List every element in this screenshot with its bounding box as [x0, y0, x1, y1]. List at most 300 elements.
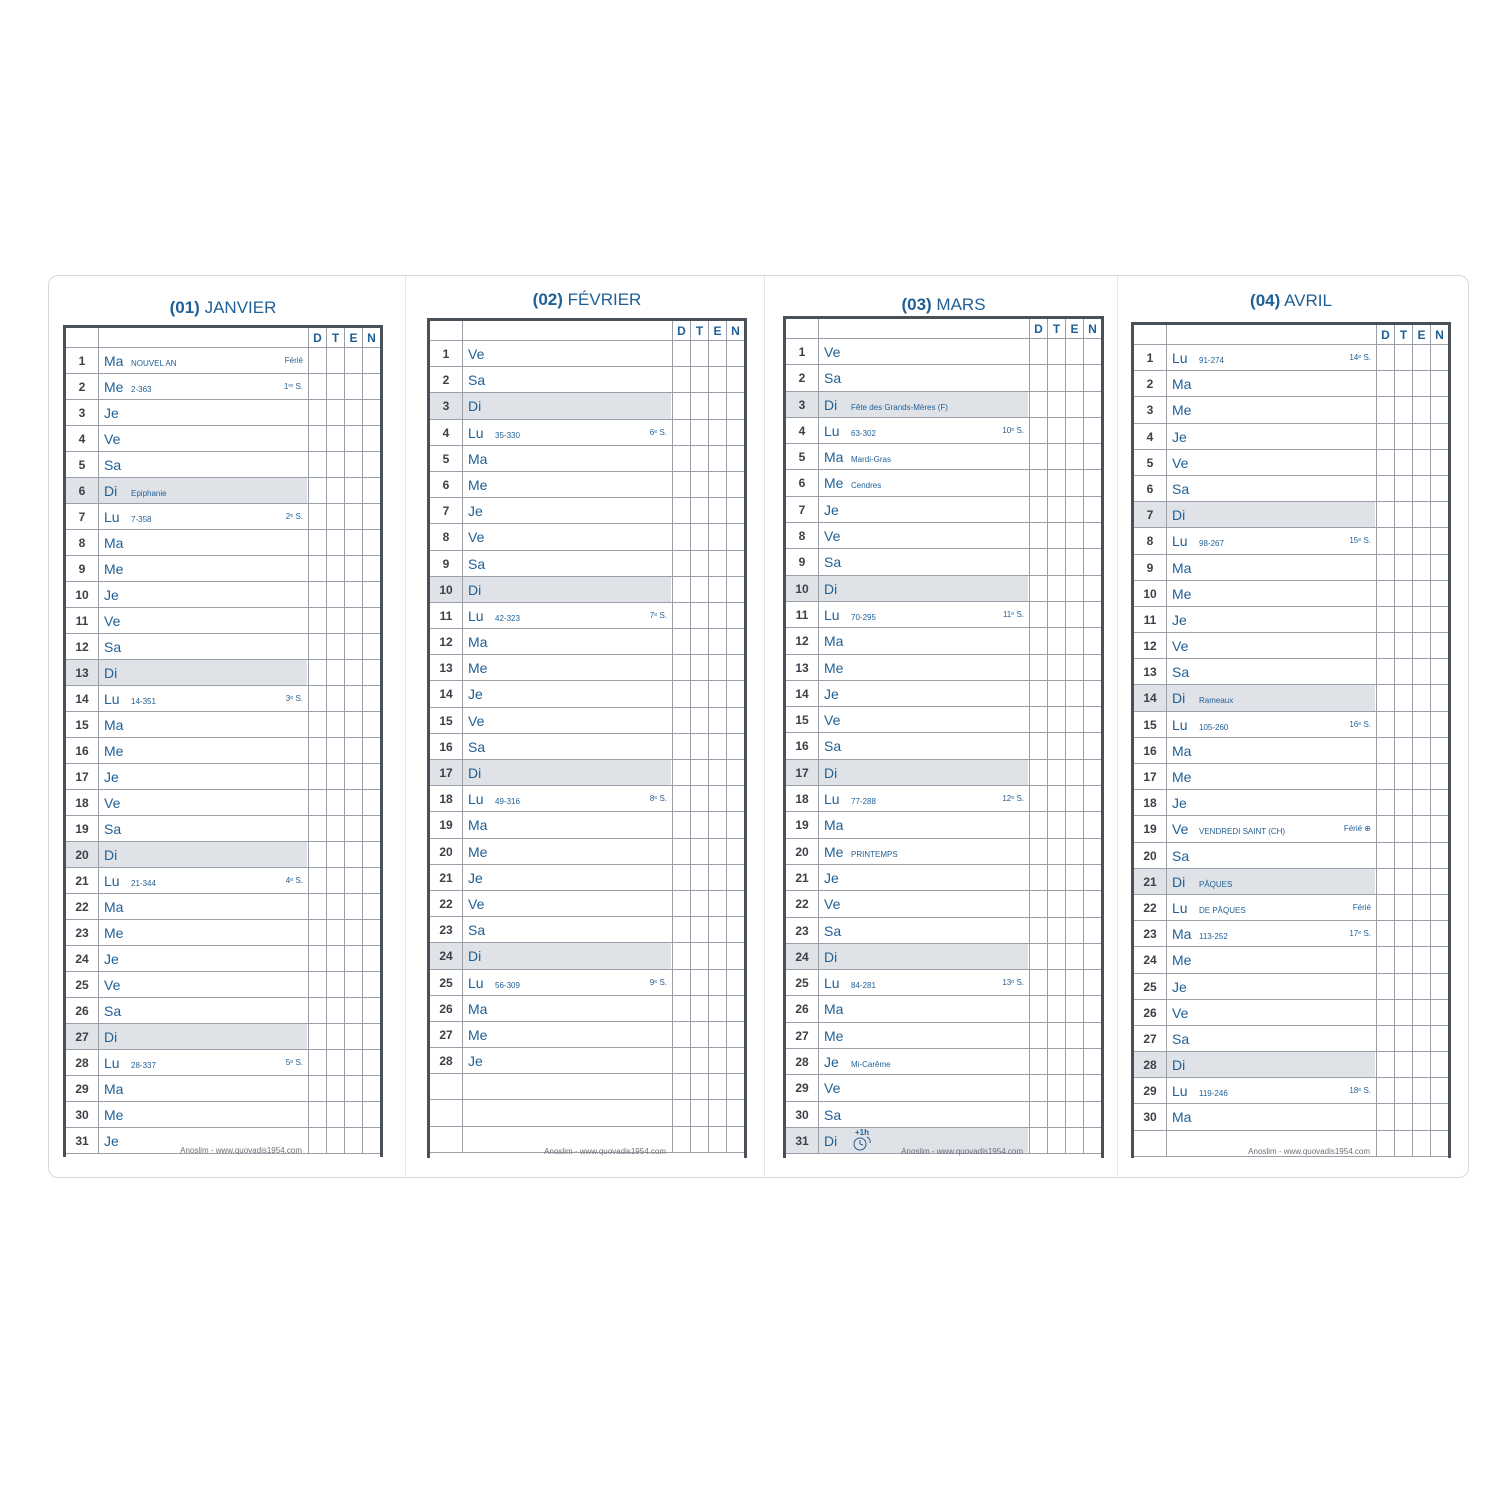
- dten-cell[interactable]: [326, 1128, 344, 1153]
- dten-cell[interactable]: [1065, 707, 1083, 732]
- dten-cell[interactable]: [708, 1022, 726, 1047]
- dten-cell[interactable]: [1065, 339, 1083, 364]
- dten-cell[interactable]: [1430, 1078, 1448, 1103]
- day-notes-area[interactable]: [99, 920, 307, 945]
- dten-cell[interactable]: [1047, 760, 1065, 785]
- dten-cell[interactable]: [1083, 576, 1101, 601]
- day-notes-area[interactable]: [819, 444, 1028, 469]
- dten-cell[interactable]: [1047, 549, 1065, 574]
- day-notes-area[interactable]: [819, 1102, 1028, 1127]
- dten-cell[interactable]: [362, 1050, 380, 1075]
- dten-cell[interactable]: [1047, 497, 1065, 522]
- dten-cell[interactable]: [1430, 869, 1448, 894]
- day-row[interactable]: [430, 420, 744, 446]
- dten-cell[interactable]: [1047, 602, 1065, 627]
- dten-cell[interactable]: [1412, 1052, 1430, 1077]
- day-notes-area[interactable]: [819, 865, 1028, 890]
- day-notes-area[interactable]: [819, 891, 1028, 916]
- dten-cell[interactable]: [726, 734, 744, 759]
- dten-cell[interactable]: [326, 426, 344, 451]
- dten-cell[interactable]: [1430, 1052, 1448, 1077]
- dten-cell[interactable]: [1394, 1131, 1412, 1156]
- day-row[interactable]: [1134, 895, 1448, 921]
- dten-cell[interactable]: [1376, 424, 1394, 449]
- day-notes-area[interactable]: [1167, 947, 1375, 972]
- dten-cell[interactable]: [690, 577, 708, 602]
- day-notes-area[interactable]: [819, 365, 1028, 390]
- day-notes-area[interactable]: [99, 972, 307, 997]
- dten-cell[interactable]: [362, 764, 380, 789]
- dten-cell[interactable]: [1394, 371, 1412, 396]
- dten-cell[interactable]: [1376, 659, 1394, 684]
- dten-cell[interactable]: [308, 1128, 326, 1153]
- dten-cell[interactable]: [1430, 1026, 1448, 1051]
- dten-cell[interactable]: [1065, 733, 1083, 758]
- day-notes-area[interactable]: [819, 418, 1028, 443]
- dten-cell[interactable]: [308, 868, 326, 893]
- dten-cell[interactable]: [1083, 891, 1101, 916]
- dten-cell[interactable]: [326, 400, 344, 425]
- dten-cell[interactable]: [1083, 444, 1101, 469]
- day-notes-area[interactable]: [819, 339, 1028, 364]
- day-row[interactable]: [430, 891, 744, 917]
- dten-cell[interactable]: [690, 446, 708, 471]
- dten-cell[interactable]: [344, 712, 362, 737]
- dten-cell[interactable]: [1047, 655, 1065, 680]
- dten-cell[interactable]: [1412, 633, 1430, 658]
- day-row[interactable]: [66, 712, 380, 738]
- dten-cell[interactable]: [362, 790, 380, 815]
- dten-cell[interactable]: [1083, 339, 1101, 364]
- dten-cell[interactable]: [1430, 633, 1448, 658]
- day-notes-area[interactable]: [99, 790, 307, 815]
- dten-cell[interactable]: [1394, 974, 1412, 999]
- day-row[interactable]: [430, 655, 744, 681]
- dten-cell[interactable]: [1083, 760, 1101, 785]
- day-notes-area[interactable]: [99, 582, 307, 607]
- dten-cell[interactable]: [1412, 476, 1430, 501]
- dten-cell[interactable]: [672, 839, 690, 864]
- dten-cell[interactable]: [308, 1024, 326, 1049]
- dten-cell[interactable]: [1047, 733, 1065, 758]
- dten-cell[interactable]: [362, 1128, 380, 1153]
- dten-cell[interactable]: [708, 865, 726, 890]
- dten-cell[interactable]: [1065, 470, 1083, 495]
- dten-cell[interactable]: [726, 1100, 744, 1125]
- dten-cell[interactable]: [672, 734, 690, 759]
- dten-cell[interactable]: [308, 426, 326, 451]
- dten-cell[interactable]: [326, 946, 344, 971]
- day-row[interactable]: [66, 1102, 380, 1128]
- dten-cell[interactable]: [344, 946, 362, 971]
- dten-cell[interactable]: [708, 917, 726, 942]
- day-notes-area[interactable]: [99, 764, 307, 789]
- dten-cell[interactable]: [1412, 659, 1430, 684]
- dten-cell[interactable]: [344, 920, 362, 945]
- dten-cell[interactable]: [690, 472, 708, 497]
- day-row[interactable]: [1134, 659, 1448, 685]
- dten-cell[interactable]: [1047, 523, 1065, 548]
- dten-cell[interactable]: [726, 577, 744, 602]
- day-row[interactable]: [786, 655, 1101, 681]
- dten-cell[interactable]: [1065, 1049, 1083, 1074]
- dten-cell[interactable]: [1029, 996, 1047, 1021]
- dten-cell[interactable]: [1376, 895, 1394, 920]
- dten-cell[interactable]: [1047, 1128, 1065, 1153]
- dten-cell[interactable]: [672, 708, 690, 733]
- dten-cell[interactable]: [1430, 790, 1448, 815]
- dten-cell[interactable]: [1412, 581, 1430, 606]
- day-notes-area[interactable]: [819, 970, 1028, 995]
- day-row[interactable]: [430, 577, 744, 603]
- dten-cell[interactable]: [726, 393, 744, 418]
- dten-cell[interactable]: [672, 420, 690, 445]
- day-row[interactable]: [1134, 1104, 1448, 1130]
- dten-cell[interactable]: [326, 712, 344, 737]
- dten-cell[interactable]: [708, 629, 726, 654]
- dten-cell[interactable]: [1412, 1104, 1430, 1129]
- dten-cell[interactable]: [1047, 444, 1065, 469]
- day-notes-area[interactable]: [99, 452, 307, 477]
- dten-cell[interactable]: [1376, 712, 1394, 737]
- dten-cell[interactable]: [1029, 839, 1047, 864]
- day-row[interactable]: [430, 524, 744, 550]
- dten-cell[interactable]: [326, 738, 344, 763]
- dten-cell[interactable]: [1047, 970, 1065, 995]
- dten-cell[interactable]: [344, 842, 362, 867]
- dten-cell[interactable]: [1394, 659, 1412, 684]
- dten-cell[interactable]: [708, 551, 726, 576]
- dten-cell[interactable]: [726, 891, 744, 916]
- day-row[interactable]: [786, 760, 1101, 786]
- dten-cell[interactable]: [1029, 523, 1047, 548]
- dten-cell[interactable]: [1047, 891, 1065, 916]
- dten-cell[interactable]: [1047, 392, 1065, 417]
- dten-cell[interactable]: [1412, 685, 1430, 710]
- dten-cell[interactable]: [1029, 365, 1047, 390]
- day-row[interactable]: [786, 392, 1101, 418]
- dten-cell[interactable]: [708, 524, 726, 549]
- dten-cell[interactable]: [690, 760, 708, 785]
- day-row[interactable]: [1134, 607, 1448, 633]
- dten-cell[interactable]: [362, 946, 380, 971]
- day-row[interactable]: [66, 842, 380, 868]
- dten-cell[interactable]: [1376, 397, 1394, 422]
- dten-cell[interactable]: [672, 891, 690, 916]
- dten-cell[interactable]: [344, 738, 362, 763]
- dten-cell[interactable]: [1047, 1023, 1065, 1048]
- day-row[interactable]: [786, 576, 1101, 602]
- day-row[interactable]: [786, 918, 1101, 944]
- day-row[interactable]: [1134, 974, 1448, 1000]
- dten-cell[interactable]: [1029, 707, 1047, 732]
- dten-cell[interactable]: [344, 582, 362, 607]
- dten-cell[interactable]: [362, 556, 380, 581]
- dten-cell[interactable]: [1412, 738, 1430, 763]
- dten-cell[interactable]: [1412, 555, 1430, 580]
- dten-cell[interactable]: [326, 972, 344, 997]
- dten-cell[interactable]: [308, 582, 326, 607]
- dten-cell[interactable]: [1412, 843, 1430, 868]
- day-notes-area[interactable]: [99, 634, 307, 659]
- dten-cell[interactable]: [1029, 760, 1047, 785]
- dten-cell[interactable]: [708, 943, 726, 968]
- day-notes-area[interactable]: [99, 478, 307, 503]
- day-notes-area[interactable]: [819, 1049, 1028, 1074]
- dten-cell[interactable]: [344, 348, 362, 373]
- dten-cell[interactable]: [1376, 790, 1394, 815]
- day-notes-area[interactable]: [99, 894, 307, 919]
- day-notes-area[interactable]: [819, 549, 1028, 574]
- day-notes-area[interactable]: [1167, 659, 1375, 684]
- day-row[interactable]: [1134, 1026, 1448, 1052]
- day-notes-area[interactable]: [819, 523, 1028, 548]
- day-row[interactable]: [1134, 1000, 1448, 1026]
- day-row[interactable]: [66, 1076, 380, 1102]
- dten-cell[interactable]: [1394, 764, 1412, 789]
- day-row[interactable]: [430, 498, 744, 524]
- dten-cell[interactable]: [1394, 895, 1412, 920]
- dten-cell[interactable]: [672, 812, 690, 837]
- dten-cell[interactable]: [708, 1074, 726, 1099]
- dten-cell[interactable]: [362, 478, 380, 503]
- dten-cell[interactable]: [1394, 738, 1412, 763]
- dten-cell[interactable]: [326, 686, 344, 711]
- day-notes-area[interactable]: [463, 472, 671, 497]
- day-row[interactable]: [786, 839, 1101, 865]
- dten-cell[interactable]: [344, 1102, 362, 1127]
- day-row[interactable]: [430, 970, 744, 996]
- day-row[interactable]: [1134, 555, 1448, 581]
- dten-cell[interactable]: [308, 530, 326, 555]
- dten-cell[interactable]: [726, 655, 744, 680]
- dten-cell[interactable]: [708, 1048, 726, 1073]
- day-notes-area[interactable]: [463, 551, 671, 576]
- dten-cell[interactable]: [1083, 523, 1101, 548]
- day-notes-area[interactable]: [1167, 1026, 1375, 1051]
- dten-cell[interactable]: [1430, 450, 1448, 475]
- dten-cell[interactable]: [326, 478, 344, 503]
- day-notes-area[interactable]: [1167, 790, 1375, 815]
- day-notes-area[interactable]: [1167, 843, 1375, 868]
- day-notes-area[interactable]: [463, 655, 671, 680]
- dten-cell[interactable]: [344, 504, 362, 529]
- day-row[interactable]: [786, 628, 1101, 654]
- dten-cell[interactable]: [308, 686, 326, 711]
- dten-cell[interactable]: [1065, 970, 1083, 995]
- dten-cell[interactable]: [1394, 1104, 1412, 1129]
- dten-cell[interactable]: [1029, 970, 1047, 995]
- dten-cell[interactable]: [672, 367, 690, 392]
- day-row[interactable]: [430, 629, 744, 655]
- dten-cell[interactable]: [726, 472, 744, 497]
- dten-cell[interactable]: [344, 816, 362, 841]
- dten-cell[interactable]: [726, 446, 744, 471]
- dten-cell[interactable]: [344, 530, 362, 555]
- dten-cell[interactable]: [1376, 476, 1394, 501]
- dten-cell[interactable]: [1376, 1131, 1394, 1156]
- day-row[interactable]: [786, 786, 1101, 812]
- dten-cell[interactable]: [1430, 607, 1448, 632]
- dten-cell[interactable]: [1394, 345, 1412, 370]
- dten-cell[interactable]: [362, 972, 380, 997]
- dten-cell[interactable]: [362, 738, 380, 763]
- empty-row[interactable]: [430, 1074, 744, 1100]
- day-notes-area[interactable]: [99, 738, 307, 763]
- day-row[interactable]: [1134, 1052, 1448, 1078]
- dten-cell[interactable]: [1412, 1000, 1430, 1025]
- day-row[interactable]: [1134, 738, 1448, 764]
- dten-cell[interactable]: [1065, 655, 1083, 680]
- dten-cell[interactable]: [326, 634, 344, 659]
- day-row[interactable]: [430, 1022, 744, 1048]
- dten-cell[interactable]: [1029, 1023, 1047, 1048]
- day-row[interactable]: [66, 764, 380, 790]
- dten-cell[interactable]: [1065, 839, 1083, 864]
- dten-cell[interactable]: [362, 920, 380, 945]
- dten-cell[interactable]: [1065, 1128, 1083, 1153]
- dten-cell[interactable]: [690, 629, 708, 654]
- day-row[interactable]: [1134, 947, 1448, 973]
- dten-cell[interactable]: [672, 1127, 690, 1152]
- day-row[interactable]: [66, 582, 380, 608]
- dten-cell[interactable]: [1083, 839, 1101, 864]
- dten-cell[interactable]: [362, 1024, 380, 1049]
- day-notes-area[interactable]: [99, 504, 307, 529]
- dten-cell[interactable]: [308, 608, 326, 633]
- dten-cell[interactable]: [726, 498, 744, 523]
- dten-cell[interactable]: [1430, 424, 1448, 449]
- dten-cell[interactable]: [1376, 450, 1394, 475]
- dten-cell[interactable]: [1065, 944, 1083, 969]
- dten-cell[interactable]: [690, 708, 708, 733]
- day-row[interactable]: [430, 708, 744, 734]
- dten-cell[interactable]: [726, 524, 744, 549]
- day-row[interactable]: [786, 549, 1101, 575]
- dten-cell[interactable]: [1412, 790, 1430, 815]
- day-row[interactable]: [1134, 450, 1448, 476]
- day-row[interactable]: [786, 444, 1101, 470]
- dten-cell[interactable]: [1065, 891, 1083, 916]
- dten-cell[interactable]: [1394, 921, 1412, 946]
- day-notes-area[interactable]: [819, 655, 1028, 680]
- dten-cell[interactable]: [672, 865, 690, 890]
- dten-cell[interactable]: [708, 996, 726, 1021]
- day-row[interactable]: [786, 944, 1101, 970]
- dten-cell[interactable]: [362, 530, 380, 555]
- dten-cell[interactable]: [1083, 996, 1101, 1021]
- day-row[interactable]: [66, 920, 380, 946]
- dten-cell[interactable]: [1065, 681, 1083, 706]
- dten-cell[interactable]: [708, 734, 726, 759]
- day-notes-area[interactable]: [819, 918, 1028, 943]
- dten-cell[interactable]: [690, 420, 708, 445]
- dten-cell[interactable]: [362, 348, 380, 373]
- dten-cell[interactable]: [308, 998, 326, 1023]
- dten-cell[interactable]: [308, 1102, 326, 1127]
- day-row[interactable]: [66, 1024, 380, 1050]
- dten-cell[interactable]: [1376, 869, 1394, 894]
- day-row[interactable]: [1134, 424, 1448, 450]
- day-notes-area[interactable]: [819, 996, 1028, 1021]
- dten-cell[interactable]: [690, 786, 708, 811]
- day-notes-area[interactable]: [463, 812, 671, 837]
- day-notes-area[interactable]: [463, 865, 671, 890]
- day-notes-area[interactable]: [819, 733, 1028, 758]
- day-row[interactable]: [1134, 397, 1448, 423]
- dten-cell[interactable]: [1394, 633, 1412, 658]
- day-notes-area[interactable]: [1167, 685, 1375, 710]
- dten-cell[interactable]: [726, 341, 744, 366]
- dten-cell[interactable]: [1065, 1075, 1083, 1100]
- day-row[interactable]: [430, 341, 744, 367]
- day-row[interactable]: [66, 738, 380, 764]
- dten-cell[interactable]: [672, 472, 690, 497]
- day-notes-area[interactable]: [463, 420, 671, 445]
- dten-cell[interactable]: [708, 812, 726, 837]
- dten-cell[interactable]: [672, 498, 690, 523]
- dten-cell[interactable]: [1430, 843, 1448, 868]
- dten-cell[interactable]: [708, 367, 726, 392]
- dten-cell[interactable]: [690, 891, 708, 916]
- dten-cell[interactable]: [726, 1127, 744, 1152]
- dten-cell[interactable]: [308, 400, 326, 425]
- dten-cell[interactable]: [726, 1048, 744, 1073]
- day-notes-area[interactable]: [1167, 371, 1375, 396]
- dten-cell[interactable]: [1029, 392, 1047, 417]
- dten-cell[interactable]: [726, 551, 744, 576]
- dten-cell[interactable]: [1083, 365, 1101, 390]
- day-row[interactable]: [66, 946, 380, 972]
- dten-cell[interactable]: [1412, 607, 1430, 632]
- day-row[interactable]: [1134, 371, 1448, 397]
- dten-cell[interactable]: [1412, 450, 1430, 475]
- dten-cell[interactable]: [1065, 549, 1083, 574]
- dten-cell[interactable]: [362, 868, 380, 893]
- dten-cell[interactable]: [726, 629, 744, 654]
- day-row[interactable]: [1134, 843, 1448, 869]
- day-notes-area[interactable]: [1167, 345, 1375, 370]
- day-row[interactable]: [66, 400, 380, 426]
- dten-cell[interactable]: [1065, 996, 1083, 1021]
- dten-cell[interactable]: [308, 946, 326, 971]
- day-notes-area[interactable]: [1167, 921, 1375, 946]
- dten-cell[interactable]: [708, 1127, 726, 1152]
- dten-cell[interactable]: [1047, 944, 1065, 969]
- dten-cell[interactable]: [326, 998, 344, 1023]
- dten-cell[interactable]: [1029, 944, 1047, 969]
- day-notes-area[interactable]: [1167, 607, 1375, 632]
- dten-cell[interactable]: [1430, 528, 1448, 553]
- day-notes-area[interactable]: [1167, 1052, 1375, 1077]
- dten-cell[interactable]: [1083, 497, 1101, 522]
- dten-cell[interactable]: [1376, 843, 1394, 868]
- day-notes-area[interactable]: [819, 470, 1028, 495]
- dten-cell[interactable]: [1065, 497, 1083, 522]
- dten-cell[interactable]: [1394, 947, 1412, 972]
- day-notes-area[interactable]: [463, 734, 671, 759]
- day-row[interactable]: [430, 996, 744, 1022]
- dten-cell[interactable]: [1047, 707, 1065, 732]
- dten-cell[interactable]: [690, 943, 708, 968]
- dten-cell[interactable]: [326, 790, 344, 815]
- day-notes-area[interactable]: [463, 891, 671, 916]
- dten-cell[interactable]: [1430, 974, 1448, 999]
- day-row[interactable]: [786, 812, 1101, 838]
- day-notes-area[interactable]: [819, 1075, 1028, 1100]
- day-row[interactable]: [786, 891, 1101, 917]
- dten-cell[interactable]: [362, 816, 380, 841]
